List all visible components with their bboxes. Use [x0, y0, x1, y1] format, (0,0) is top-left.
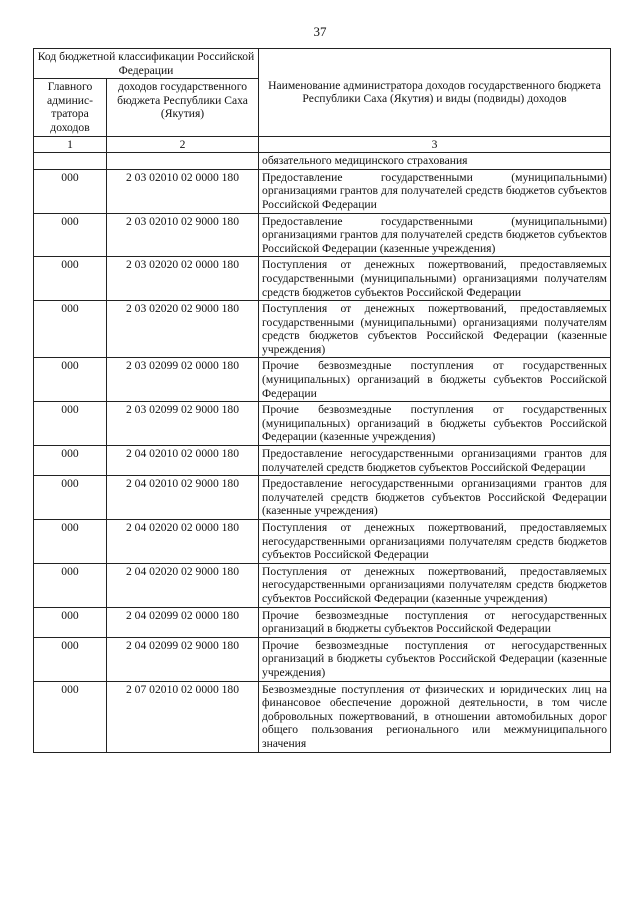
table-row [34, 476, 611, 520]
revenue-name-cell: Предоставление негосударственными организациями грантов для получателей средств бюджетов субъектов Российской Федерации (казенные учреждения) [259, 476, 611, 520]
column-number-2: 2 [107, 136, 259, 153]
admin-code-cell: 000 [34, 607, 107, 637]
admin-code-cell: 000 [34, 637, 107, 681]
revenue-code-cell: 2 04 02010 02 0000 180 [107, 446, 259, 476]
revenue-code-cell: 2 03 02020 02 9000 180 [107, 301, 259, 358]
admin-code-cell: 000 [34, 213, 107, 257]
continuation-text: обязательного медицинского страхования [259, 153, 611, 170]
header-group-title: Код бюджетной классификации Российской Федерации [34, 49, 259, 79]
revenue-code-cell: 2 04 02020 02 9000 180 [107, 563, 259, 607]
revenue-code-cell: 2 04 02099 02 0000 180 [107, 607, 259, 637]
admin-code-cell: 000 [34, 476, 107, 520]
admin-code-cell: 000 [34, 358, 107, 402]
revenue-name-cell: Прочие безвозмездные поступления от государственных (муниципальных) организаций в бюджеты субъектов Российской Федерации [259, 358, 611, 402]
admin-code-cell: 000 [34, 169, 107, 213]
column-number-3: 3 [259, 136, 611, 153]
header-col1-title: Главного админис-тратора доходов [34, 79, 107, 136]
revenue-code-cell: 2 03 02010 02 0000 180 [107, 169, 259, 213]
revenue-code-cell: 2 04 02010 02 9000 180 [107, 476, 259, 520]
admin-code-cell: 000 [34, 402, 107, 446]
table-row [34, 213, 611, 257]
revenue-code-cell: 2 03 02099 02 0000 180 [107, 358, 259, 402]
revenue-name-cell: Поступления от денежных пожертвований, предоставляемых негосударственными организациями получателям средств бюджетов субъектов Российской Федерации (казенные учреждения) [259, 563, 611, 607]
table-row [34, 301, 611, 358]
revenue-name-cell: Поступления от денежных пожертвований, предоставляемых государственными (муниципальными) организациями получателям средств бюджетов субъектов Российской Федерации (казенные учреждения) [259, 301, 611, 358]
header-col2-title: доходов государственного бюджета Республики Саха (Якутия) [107, 79, 259, 136]
admin-code-cell: 000 [34, 257, 107, 301]
header-col3-title: Наименование администратора доходов государственного бюджета Республики Саха (Якутия) и виды (подвиды) доходов [259, 49, 611, 137]
revenue-name-cell: Прочие безвозмездные поступления от государственных (муниципальных) организаций в бюджеты субъектов Российской Федерации (казенные учреждения) [259, 402, 611, 446]
revenue-name-cell: Поступления от денежных пожертвований, предоставляемых негосударственными организациями получателям средств бюджетов субъектов Российской Федерации [259, 520, 611, 564]
revenue-name-cell: Поступления от денежных пожертвований, предоставляемых государственными (муниципальными) организациями получателям средств бюджетов субъектов Российской Федерации [259, 257, 611, 301]
table-row [34, 257, 611, 301]
table-row [34, 637, 611, 681]
revenue-code-cell: 2 03 02020 02 0000 180 [107, 257, 259, 301]
table-row [34, 169, 611, 213]
admin-code-cell: 000 [34, 301, 107, 358]
revenue-code-cell: 2 03 02099 02 9000 180 [107, 402, 259, 446]
revenue-code-cell: 2 07 02010 02 0000 180 [107, 681, 259, 752]
admin-code-cell: 000 [34, 446, 107, 476]
table-row [34, 681, 611, 752]
table-body [34, 153, 611, 752]
table-row [34, 402, 611, 446]
revenue-name-cell: Предоставление государственными (муниципальными) организациями грантов для получателей средств бюджетов субъектов Российской Федерации (казенные учреждения) [259, 213, 611, 257]
admin-code-cell: 000 [34, 681, 107, 752]
revenue-name-cell: Предоставление негосударственными организациями грантов для получателей средств бюджетов субъектов Российской Федерации [259, 446, 611, 476]
budget-classification-table [33, 48, 611, 753]
table-row [34, 563, 611, 607]
column-number-1: 1 [34, 136, 107, 153]
revenue-code-cell: 2 04 02099 02 9000 180 [107, 637, 259, 681]
table-row [34, 607, 611, 637]
admin-code-cell: 000 [34, 563, 107, 607]
revenue-name-cell: Предоставление государственными (муниципальными) организациями грантов для получателей средств бюджетов субъектов Российской Федерации [259, 169, 611, 213]
table-row [34, 520, 611, 564]
table-row [34, 446, 611, 476]
revenue-code-cell: 2 03 02010 02 9000 180 [107, 213, 259, 257]
empty-cell [107, 153, 259, 170]
page-number: 37 [313, 24, 327, 39]
admin-code-cell: 000 [34, 520, 107, 564]
revenue-name-cell: Прочие безвозмездные поступления от негосударственных организаций в бюджеты субъектов Российской Федерации (казенные учреждения) [259, 637, 611, 681]
table-row [34, 358, 611, 402]
empty-cell [34, 153, 107, 170]
revenue-code-cell: 2 04 02020 02 0000 180 [107, 520, 259, 564]
revenue-name-cell: Безвозмездные поступления от физических и юридических лиц на финансовое обеспечение дорожной деятельности, в том числе добровольных пожертвований, в отношении автомобильных дорог общего пользования регионального или межмуниципального значения [259, 681, 611, 752]
revenue-name-cell: Прочие безвозмездные поступления от негосударственных организаций в бюджеты субъектов Российской Федерации [259, 607, 611, 637]
continuation-row [34, 153, 611, 170]
